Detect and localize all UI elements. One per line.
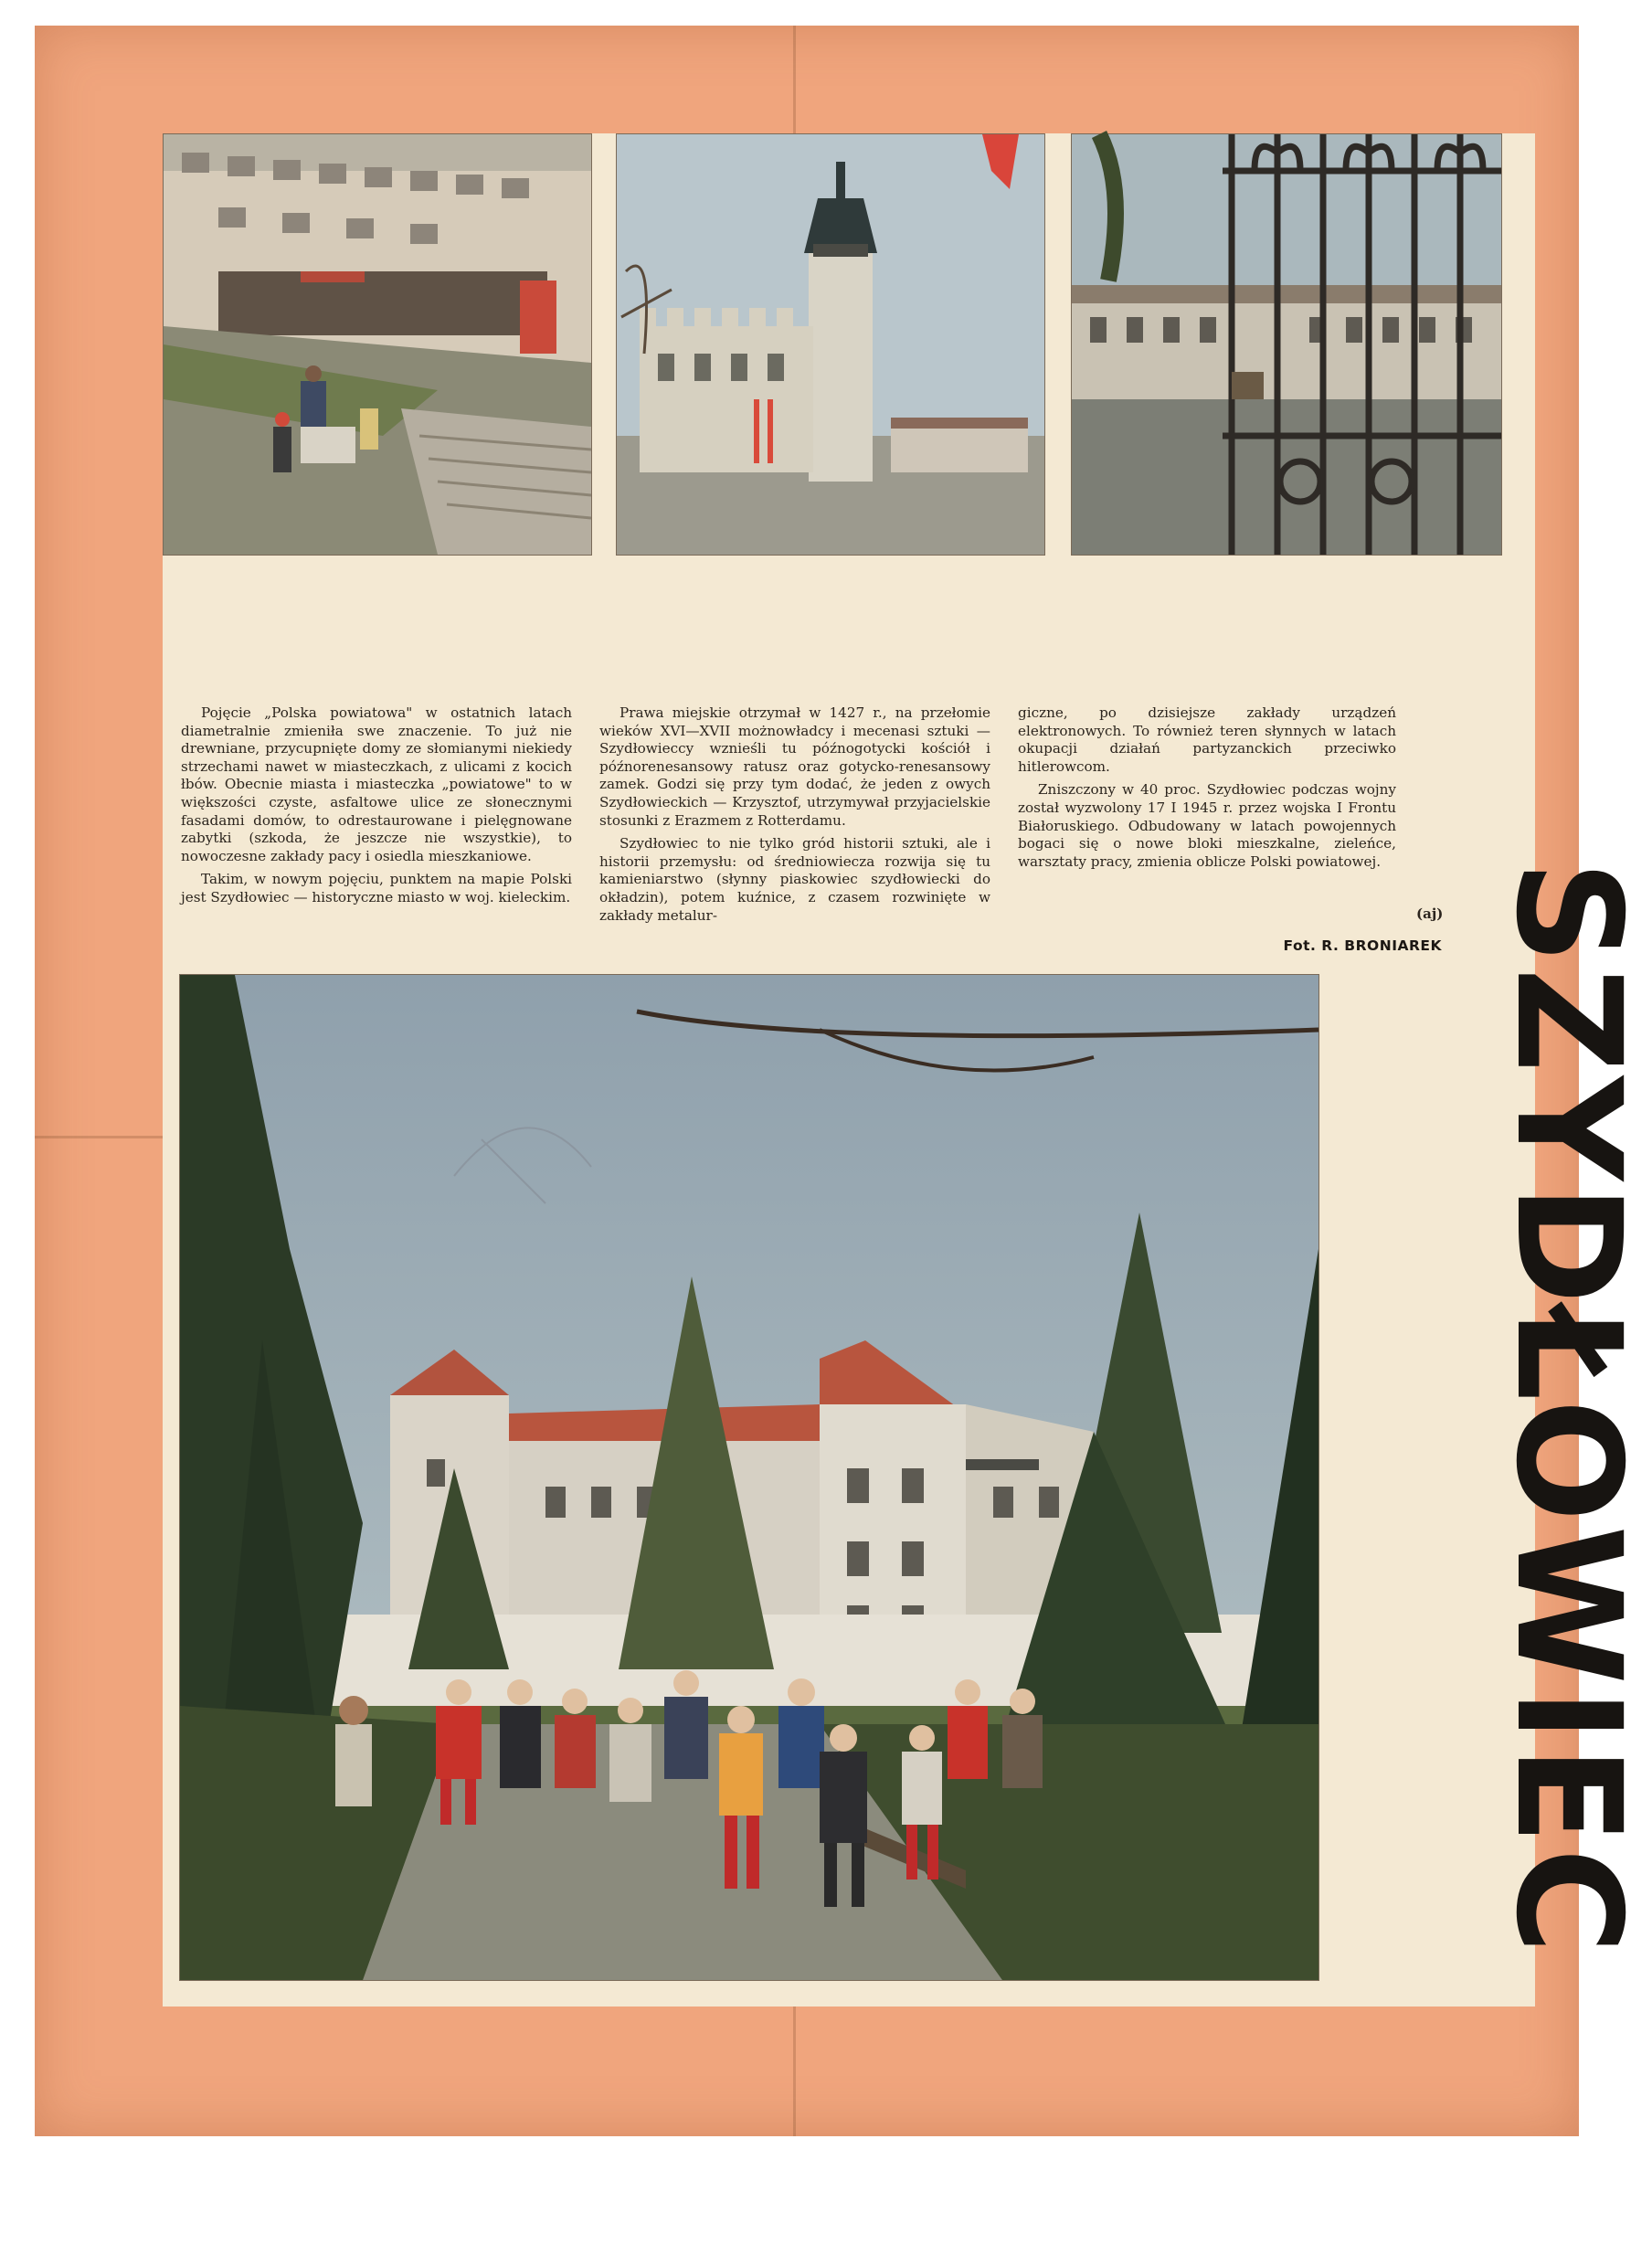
paragraph: Takim, w nowym pojęciu, punktem na mapie Polski jest Szydłowiec — historyczne miasto w woj. kieleckim. [181,871,572,905]
photo-market-gate [1071,133,1502,556]
text-column-3 [1018,704,1396,876]
vertical-title [1484,698,1652,2120]
author-initials: (aj) [1416,905,1444,922]
photo-town-hall [616,133,1045,556]
title-text: SZYDŁOWIEC [1484,860,1652,1958]
clipping-sheet [35,26,1652,2136]
text-column-1 [181,704,572,913]
paragraph: Zniszczony w 40 proc. Szydłowiec podczas wojny został wyzwolony 17 I 1945 r. przez wojska I Frontu Białoruskiego. Odbudowany w latach powojennych bogaci się o nowe bloki mieszkalne, zieleńce, warsztaty pracy, zmienia oblicze Polski powiatowej. [1018,781,1396,870]
paragraph: giczne, po dzisiejsze zakłady urządzeń elektronowych. To również teren słynnych w latach okupacji działań partyzanckich przeciwko hitlerowcom. [1018,704,1396,775]
photo-credit: Fot. R. BRONIAREK [1283,937,1442,954]
paragraph: Pojęcie „Polska powiatowa" w ostatnich latach diametralnie zmieniła swe znaczenie. To już nie drewniane, przycupnięte domy ze słomianymi niekiedy strzechami nawet w miasteczkach, z ulicami z kocich łbów. Obecnie miasta i miasteczka „powiatowe" to w większości czyste, asfaltowe ulice ze słonecznymi fasadami domów, to odrestaurowane i pielęgnowane zabytki (szkoda, że jeszcze nie wszystkie), to nowoczesne zakłady pacy i osiedla mieszkaniowe. [181,704,572,864]
photo-street [163,133,592,556]
paragraph: Prawa miejskie otrzymał w 1427 r., na przełomie wieków XVI—XVII możnowładcy i mecenasi sztuki — Szydłowieccy wznieśli tu późnogotycki kościół i późnorenesansowy ratusz oraz gotycko-renesansowy zamek. Godzi się przy tym dodać, że jeden z owych Szydłowieckich — Krzysztof, utrzymywał przyjacielskie stosunki z Erazmem z Rotterdamu. [599,704,990,829]
photo-castle-children [179,974,1319,1981]
article-page [163,133,1652,2007]
text-column-2 [599,704,990,930]
paragraph: Szydłowiec to nie tylko gród historii sztuki, ale i historii przemysłu: od średniowiecza rozwija się tu kamieniarstwo (słynny piaskowiec szydłowiecki do okładzin), potem kuźnice, z czasem rozwinięte w zakłady metalur- [599,835,990,924]
